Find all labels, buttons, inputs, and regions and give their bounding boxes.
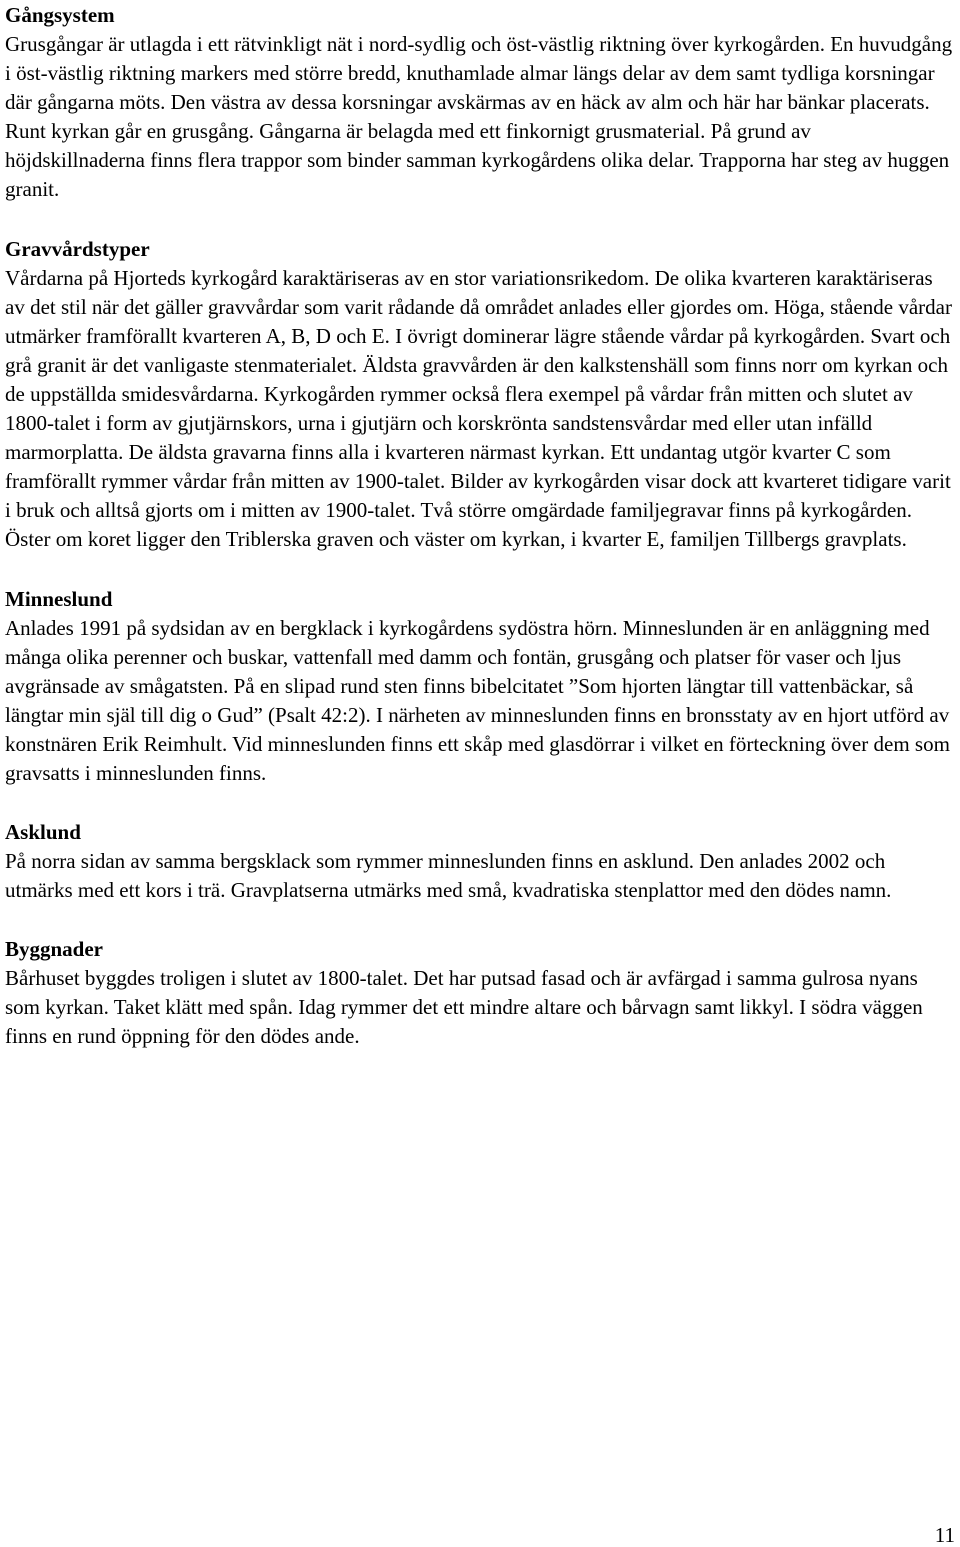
section-gravvardstyper: [5, 234, 953, 555]
section-heading: Minneslund: [5, 586, 113, 611]
section-heading: Asklund: [5, 820, 81, 845]
section-byggnader: [5, 934, 953, 1051]
section-paragraph: Vårdarna på Hjorteds kyrkogård karaktäriseras av en stor variationsrikedom. De olika kvarteren karaktäriseras av det stil när det gäller gravvårdar som varit rådande då området anlades eller gjordes om. Höga, stående vårdar utmärker framförallt kvarteren A, B, D och E. I övrigt dominerar lägre stående vårdar på kyrkogården. Svart och grå granit är det vanligaste stenmaterialet. Äldsta gravvården är den kalkstenshäll som finns norr om kyrkan och de uppställda smidesvårdarna. Kyrkogården rymmer också flera exempel på vårdar från mitten och slutet av 1800-talet i form av gjutjärnskors, urna i gjutjärn och korskrönta sandstensvårdar med eller utan infälld marmorplatta. De äldsta gravarna finns alla i kvarteren närmast kyrkan. Ett undantag utgör kvarter C som framförallt rymmer vårdar från mitten av 1900-talet. Bilder av kyrkogården visar dock att kvarteret tidigare varit i bruk och alltså gjorts om i mitten av 1900-talet. Två större omgärdade familjegravar finns på kyrkogården. Öster om koret ligger den Triblerska graven och väster om kyrkan, i kvarter E, familjen Tillbergs gravplats.: [5, 265, 952, 552]
section-heading: Gravvårdstyper: [5, 236, 150, 261]
section-minneslund: [5, 584, 953, 789]
section-paragraph: På norra sidan av samma bergsklack som rymmer minneslunden finns en asklund. Den anlades 2002 och utmärks med ett kors i trä. Gravplatserna utmärks med små, kvadratiska stenplattor med den dödes namn.: [5, 849, 892, 903]
section-heading: Gångsystem: [5, 3, 115, 27]
section-heading: Byggnader: [5, 937, 104, 962]
page-number: 11: [934, 1523, 955, 1547]
section-spacer: [5, 555, 953, 584]
section-spacer: [5, 905, 953, 934]
document-page: [5, 0, 953, 1052]
section-spacer: [5, 788, 953, 817]
section-paragraph: Anlades 1991 på sydsidan av en bergklack i kyrkogårdens sydöstra hörn. Minneslunden är en anläggning med många olika perenner och buskar, vattenfall med damm och fontän, grusgång och platser för vaser och ljus avgränsade av smågatsten. På en slipad rund sten finns bibelcitatet ”Som hjorten längtar till vattenbäckar, så längtar min själ till dig o Gud” (Psalt 42:2). I närheten av minneslunden finns en bronsstaty av en hjort utförd av konstnären Erik Reimhult. Vid minneslunden finns ett skåp med glasdörrar i vilket en förteckning över dem som gravsatts i minneslunden finns.: [5, 615, 950, 785]
section-spacer: [5, 205, 953, 234]
section-gangsystem: [5, 0, 953, 205]
section-paragraph: Grusgångar är utlagda i ett rätvinkligt nät i nord-sydlig och öst-västlig riktning över kyrkogården. En huvudgång i öst-västlig riktning markers med större bredd, knuthamlade almar längs delar av dem samt tydliga korsningar där gångarna möts. Den västra av dessa korsningar avskärmas av en häck av alm och här har bänkar placerats. Runt kyrkan går en grusgång. Gångarna är belagda med ett finkornigt grusmaterial. På grund av höjdskillnaderna finns flera trappor som binder samman kyrkogårdens olika delar. Trapporna har steg av huggen granit.: [5, 32, 953, 202]
section-paragraph: Bårhuset byggdes troligen i slutet av 1800-talet. Det har putsad fasad och är avfärgad i samma gulrosa nyans som kyrkan. Taket klätt med spån. Idag rymmer det ett mindre altare och bårvagn samt likkyl. I södra väggen finns en rund öppning för den dödes ande.: [5, 966, 923, 1049]
section-asklund: [5, 817, 953, 905]
